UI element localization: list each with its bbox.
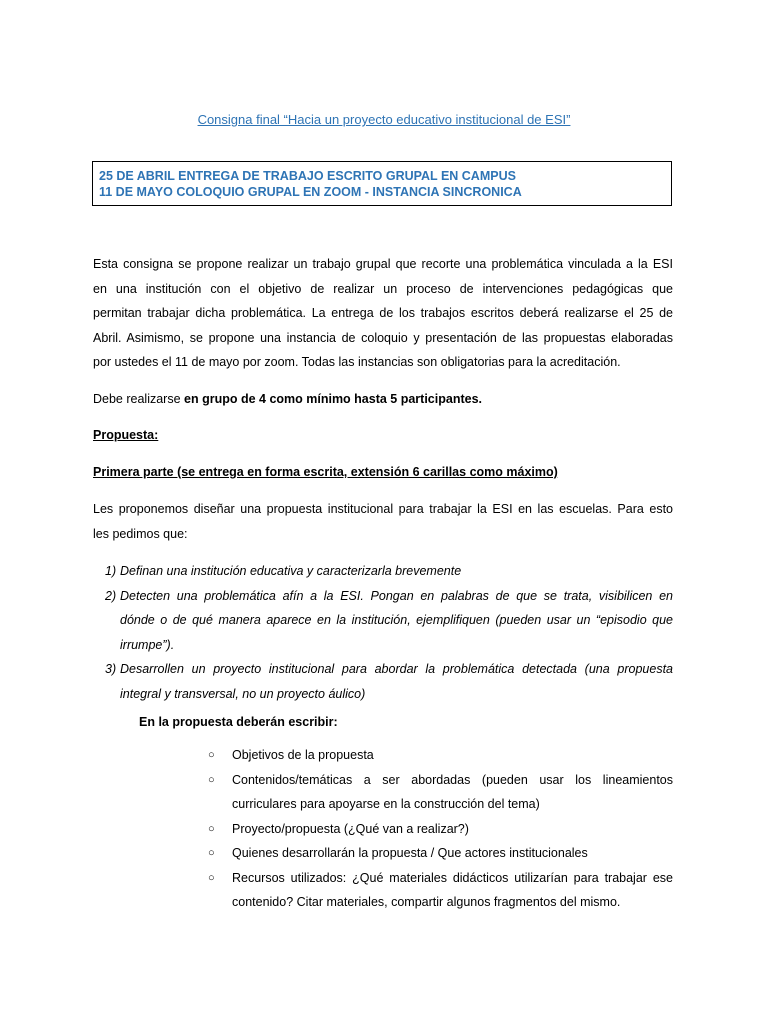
list-item [93, 559, 673, 584]
document-title: Consigna final “Hacia un proyecto educativo institucional de ESI” [197, 112, 571, 127]
date-line-2: 11 DE MAYO COLOQUIO GRUPAL EN ZOOM - INSTANCIA SINCRONICA [99, 185, 522, 199]
bullet-list [208, 743, 673, 915]
group-bold: en grupo de 4 como mínimo hasta 5 participantes. [184, 392, 482, 406]
bullet-line: Contenidos/temáticas a ser abordadas (pueden usar los lineamientos [232, 772, 673, 787]
list-item [93, 657, 673, 706]
intro-line: Esta consigna se propone realizar un trabajo grupal que recorte una problemática vinculada a la ESI [93, 257, 673, 271]
ordered-list [93, 559, 673, 706]
list-number: 2) [105, 588, 117, 603]
primera-parte-heading: Primera parte (se entrega en forma escrita, extensión 6 carillas como máximo) [93, 465, 558, 479]
proponemos-line: les pedimos que: [93, 526, 188, 541]
list-line: integral y transversal, no un proyecto áulico) [120, 686, 366, 701]
bullet-item [208, 841, 673, 866]
group-prefix: Debe realizarse [93, 392, 185, 406]
intro-line: Abril. Asimismo, se propone una instancia de coloquio y presentación de las propuestas elaboradas [93, 330, 673, 345]
list-line: Desarrollen un proyecto institucional para abordar la problemática detectada (una propuesta [120, 662, 673, 676]
dates-box [92, 161, 672, 206]
group-requirement [93, 392, 482, 406]
propuesta-heading: Propuesta: [93, 428, 159, 442]
bullet-line: Objetivos de la propuesta [232, 748, 374, 762]
bullet-item [208, 817, 673, 842]
list-line: dónde o de qué manera aparece en la institución, ejemplifiquen (pueden usar un “episodio que [120, 613, 673, 627]
intro-line: permitan trabajar dicha problemática. La entrega de los trabajos escritos deberá realizarse el 25 de [93, 306, 673, 320]
circle-bullet-icon: ○ [208, 773, 215, 786]
intro-paragraph [93, 252, 673, 375]
proponemos-line: Les proponemos diseñar una propuesta institucional para trabajar la ESI en las escuelas. Para esto [93, 502, 673, 516]
date-line-1: 25 DE ABRIL ENTREGA DE TRABAJO ESCRITO GRUPAL EN CAMPUS [99, 169, 516, 183]
bullet-item [208, 768, 673, 817]
proponemos-paragraph [93, 497, 673, 546]
deberan-heading: En la propuesta deberán escribir: [139, 715, 338, 729]
list-line: Detecten una problemática afín a la ESI. Pongan en palabras de que se trata, visibilicen en [120, 588, 673, 603]
bullet-item [208, 866, 673, 915]
bullet-line: Quienes desarrollarán la propuesta / Que actores institucionales [232, 846, 588, 860]
bullet-line: curriculares para apoyarse en la construcción del tema) [232, 797, 540, 811]
bullet-line: contenido? Citar materiales, compartir algunos fragmentos del mismo. [232, 895, 621, 909]
circle-bullet-icon: ○ [208, 749, 215, 761]
circle-bullet-icon: ○ [208, 871, 215, 884]
list-number: 1) [105, 564, 117, 578]
bullet-line: Proyecto/propuesta (¿Qué van a realizar?) [232, 821, 469, 836]
intro-line: en una institución con el objetivo de realizar un proceso de intervenciones pedagógicas que [93, 281, 673, 296]
circle-bullet-icon: ○ [208, 822, 215, 835]
circle-bullet-icon: ○ [208, 847, 215, 859]
intro-line: por ustedes el 11 de mayo por zoom. Todas las instancias son obligatorias para la acreditación. [93, 355, 621, 369]
list-number: 3) [105, 662, 117, 676]
bullet-line: Recursos utilizados: ¿Qué materiales didácticos utilizarían para trabajar ese [232, 870, 673, 885]
list-item [93, 584, 673, 658]
list-line: Definan una institución educativa y caracterizarla brevemente [120, 564, 462, 578]
bullet-item [208, 743, 673, 768]
list-line: irrumpe”). [120, 637, 175, 652]
